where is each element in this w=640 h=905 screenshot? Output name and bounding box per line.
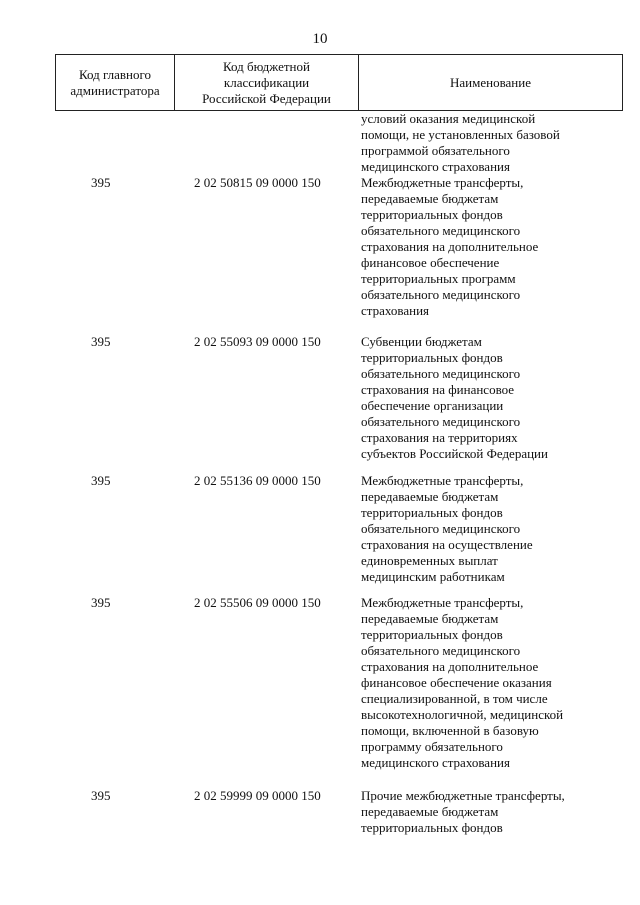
admin-code: 395 xyxy=(91,334,111,349)
item-name-line: обязательного медицинского xyxy=(361,366,521,381)
item-name xyxy=(361,175,606,319)
item-name-line: Межбюджетные трансферты, xyxy=(361,175,524,190)
item-name-line: финансовое обеспечение оказания xyxy=(361,675,552,690)
budget-code: 2 02 59999 09 0000 150 xyxy=(194,788,321,803)
item-name-line: передаваемые бюджетам xyxy=(361,489,499,504)
header-budget-code xyxy=(175,55,359,111)
item-name-line: передаваемые бюджетам xyxy=(361,804,499,819)
header-admin-code-line2: администратора xyxy=(70,82,160,98)
item-name-line: страхования на осуществление xyxy=(361,537,533,552)
admin-code: 395 xyxy=(91,595,111,610)
item-name-line: обязательного медицинского xyxy=(361,643,521,658)
item-name-line: территориальных фондов xyxy=(361,207,503,222)
item-name-line: передаваемые бюджетам xyxy=(361,191,499,206)
header-admin-code xyxy=(56,55,175,111)
item-name xyxy=(361,788,606,836)
item-name xyxy=(361,595,606,771)
item-name-line: территориальных фондов xyxy=(361,627,503,642)
item-name-line: территориальных программ xyxy=(361,271,516,286)
continuation-line: медицинского страхования xyxy=(361,159,510,174)
continuation-line: программой обязательного xyxy=(361,143,510,158)
admin-code: 395 xyxy=(91,175,111,190)
continuation-line: помощи, не установленных базовой xyxy=(361,127,560,142)
item-name-line: Прочие межбюджетные трансферты, xyxy=(361,788,565,803)
item-name-line: страхования на дополнительное xyxy=(361,659,539,674)
item-name-line: Межбюджетные трансферты, xyxy=(361,595,524,610)
admin-code: 395 xyxy=(91,473,111,488)
header-budget-code-line2: классификации xyxy=(223,74,310,90)
table-header xyxy=(55,54,623,111)
item-name-line: Межбюджетные трансферты, xyxy=(361,473,524,488)
item-name-line: страхования на дополнительное xyxy=(361,239,539,254)
item-name-line: территориальных фондов xyxy=(361,505,503,520)
item-name-line: территориальных фондов xyxy=(361,350,503,365)
item-name-line: специализированной, в том числе xyxy=(361,691,548,706)
item-name-line: программу обязательного xyxy=(361,739,503,754)
item-name-line: страхования на территориях xyxy=(361,430,518,445)
page-number: 10 xyxy=(312,31,328,47)
item-name-line: обеспечение организации xyxy=(361,398,504,413)
header-admin-code-line1: Код главного xyxy=(78,66,152,82)
item-name-line: единовременных выплат xyxy=(361,553,498,568)
item-name-line: субъектов Российской Федерации xyxy=(361,446,548,461)
budget-code: 2 02 55136 09 0000 150 xyxy=(194,473,321,488)
item-name-line: обязательного медицинского xyxy=(361,414,521,429)
item-name-line: территориальных фондов xyxy=(361,820,503,835)
item-name-line: Субвенции бюджетам xyxy=(361,334,482,349)
item-name-line: высокотехнологичной, медицинской xyxy=(361,707,564,722)
continuation-line: условий оказания медицинской xyxy=(361,111,536,126)
item-name-line: медицинским работникам xyxy=(361,569,505,584)
item-name-line: страхования xyxy=(361,303,430,318)
item-name xyxy=(361,473,606,585)
item-name-line: страхования на финансовое xyxy=(361,382,515,397)
header-budget-code-line1: Код бюджетной xyxy=(223,58,310,74)
header-budget-code-line3: Российской Федерации xyxy=(202,90,331,106)
item-name-line: обязательного медицинского xyxy=(361,521,521,536)
budget-code: 2 02 55506 09 0000 150 xyxy=(194,595,321,610)
budget-code: 2 02 55093 09 0000 150 xyxy=(194,334,321,349)
item-name xyxy=(361,334,606,462)
item-name-line: обязательного медицинского xyxy=(361,223,521,238)
header-name: Наименование xyxy=(359,55,623,111)
continuation-text xyxy=(361,111,601,175)
admin-code: 395 xyxy=(91,788,111,803)
budget-code: 2 02 50815 09 0000 150 xyxy=(194,175,321,190)
item-name-line: помощи, включенной в базовую xyxy=(361,723,539,738)
item-name-line: обязательного медицинского xyxy=(361,287,521,302)
item-name-line: финансовое обеспечение xyxy=(361,255,500,270)
item-name-line: передаваемые бюджетам xyxy=(361,611,499,626)
item-name-line: медицинского страхования xyxy=(361,755,510,770)
